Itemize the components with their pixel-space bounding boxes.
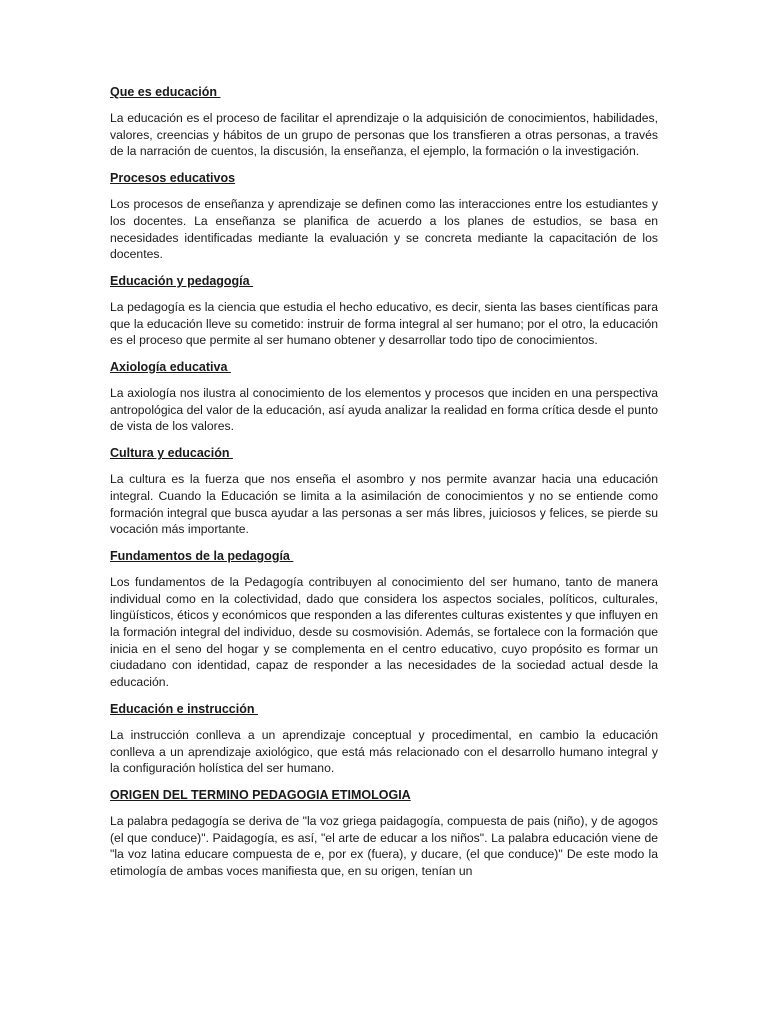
section-heading: Cultura y educación <box>110 446 233 461</box>
section-heading: Educación y pedagogía <box>110 273 254 288</box>
section-heading: Fundamentos de la pedagogía <box>110 548 294 563</box>
document-page <box>110 84 658 890</box>
section-educacion-y-pedagogia <box>110 273 658 349</box>
section-paragraph: La palabra pedagogía se deriva de "la voz griega paidagogía, compuesta de pais (niño), y de agogos (el que conduce)". Paidagogía, es así, "el arte de educar a los niños". La palabra educación viene de "la voz latina educare compuesta de e, por ex (fuera), y ducare, (el que conduce)" De este modo la etimología de ambas voces manifiesta que, en su origen, tenían un <box>110 813 658 879</box>
section-heading: Que es educación <box>110 85 221 99</box>
section-cultura-y-educacion <box>110 445 658 538</box>
section-heading: Axiología educativa <box>110 360 231 375</box>
section-paragraph: La axiología nos ilustra al conocimiento de los elementos y procesos que inciden en una perspectiva antropológica del valor de la educación, así ayuda analizar la realidad en forma crítica desde el punto de vista de los valores. <box>110 386 658 434</box>
section-educacion-e-instruccion <box>110 701 658 777</box>
section-paragraph: La educación es el proceso de facilitar el aprendizaje o la adquisición de conocimientos, habilidades, valores, creencias y hábitos de un grupo de personas que los transfieren a otras personas, a través de la narración de cuentos, la discusión, la enseñanza, el ejemplo, la formación o la investigación. <box>110 111 658 159</box>
section-origen-termino <box>110 787 658 880</box>
section-que-es-educacion <box>110 84 658 160</box>
section-procesos-educativos <box>110 170 658 263</box>
section-heading: ORIGEN DEL TERMINO PEDAGOGIA ETIMOLOGIA <box>110 787 411 802</box>
section-fundamentos-pedagogia <box>110 548 658 691</box>
section-heading: Educación e instrucción <box>110 701 258 716</box>
section-paragraph: La cultura es la fuerza que nos enseña el asombro y nos permite avanzar hacia una educación integral. Cuando la Educación se limita a la asimilación de conocimientos y no se entiende como formación integral que busca ayudar a las personas a ser más libres, juiciosos y felices, se pierde su vocación más importante. <box>110 472 658 537</box>
section-paragraph: Los fundamentos de la Pedagogía contribuyen al conocimiento del ser humano, tanto de manera individual como en la colectividad, dado que considera los aspectos sociales, políticos, culturales, lingüísticos, éticos y económicos que responden a las diferentes culturas existentes y que influyen en la formación integral del individuo, desde su cosmovisión. Además, se fortalece con la formación que inicia en el seno del hogar y se complementa en el centro educativo, cuyo propósito es formar un ciudadano con identidad, capaz de responder a las necesidades de la sociedad actual desde la educación. <box>110 574 658 690</box>
section-heading: Procesos educativos <box>110 171 236 186</box>
section-axiologia-educativa <box>110 359 658 435</box>
section-paragraph: La pedagogía es la ciencia que estudia el hecho educativo, es decir, sienta las bases científicas para que la educación lleve su cometido: instruir de forma integral al ser humano; por el otro, la educación es el proceso que permite al ser humano obtener y desarrollar todo tipo de conocimientos. <box>110 299 658 348</box>
section-paragraph: La instrucción conlleva a un aprendizaje conceptual y procedimental, en cambio la educación conlleva a un aprendizaje axiológico, que está más relacionado con el desarrollo humano integral y la configuración holística del ser humano. <box>110 727 658 776</box>
section-paragraph: Los procesos de enseñanza y aprendizaje se definen como las interacciones entre los estudiantes y los docentes. La enseñanza se planifica de acuerdo a los planes de estudios, se basa en necesidades identificadas mediante la evaluación y se concreta mediante la capacitación de los docentes. <box>110 197 658 262</box>
